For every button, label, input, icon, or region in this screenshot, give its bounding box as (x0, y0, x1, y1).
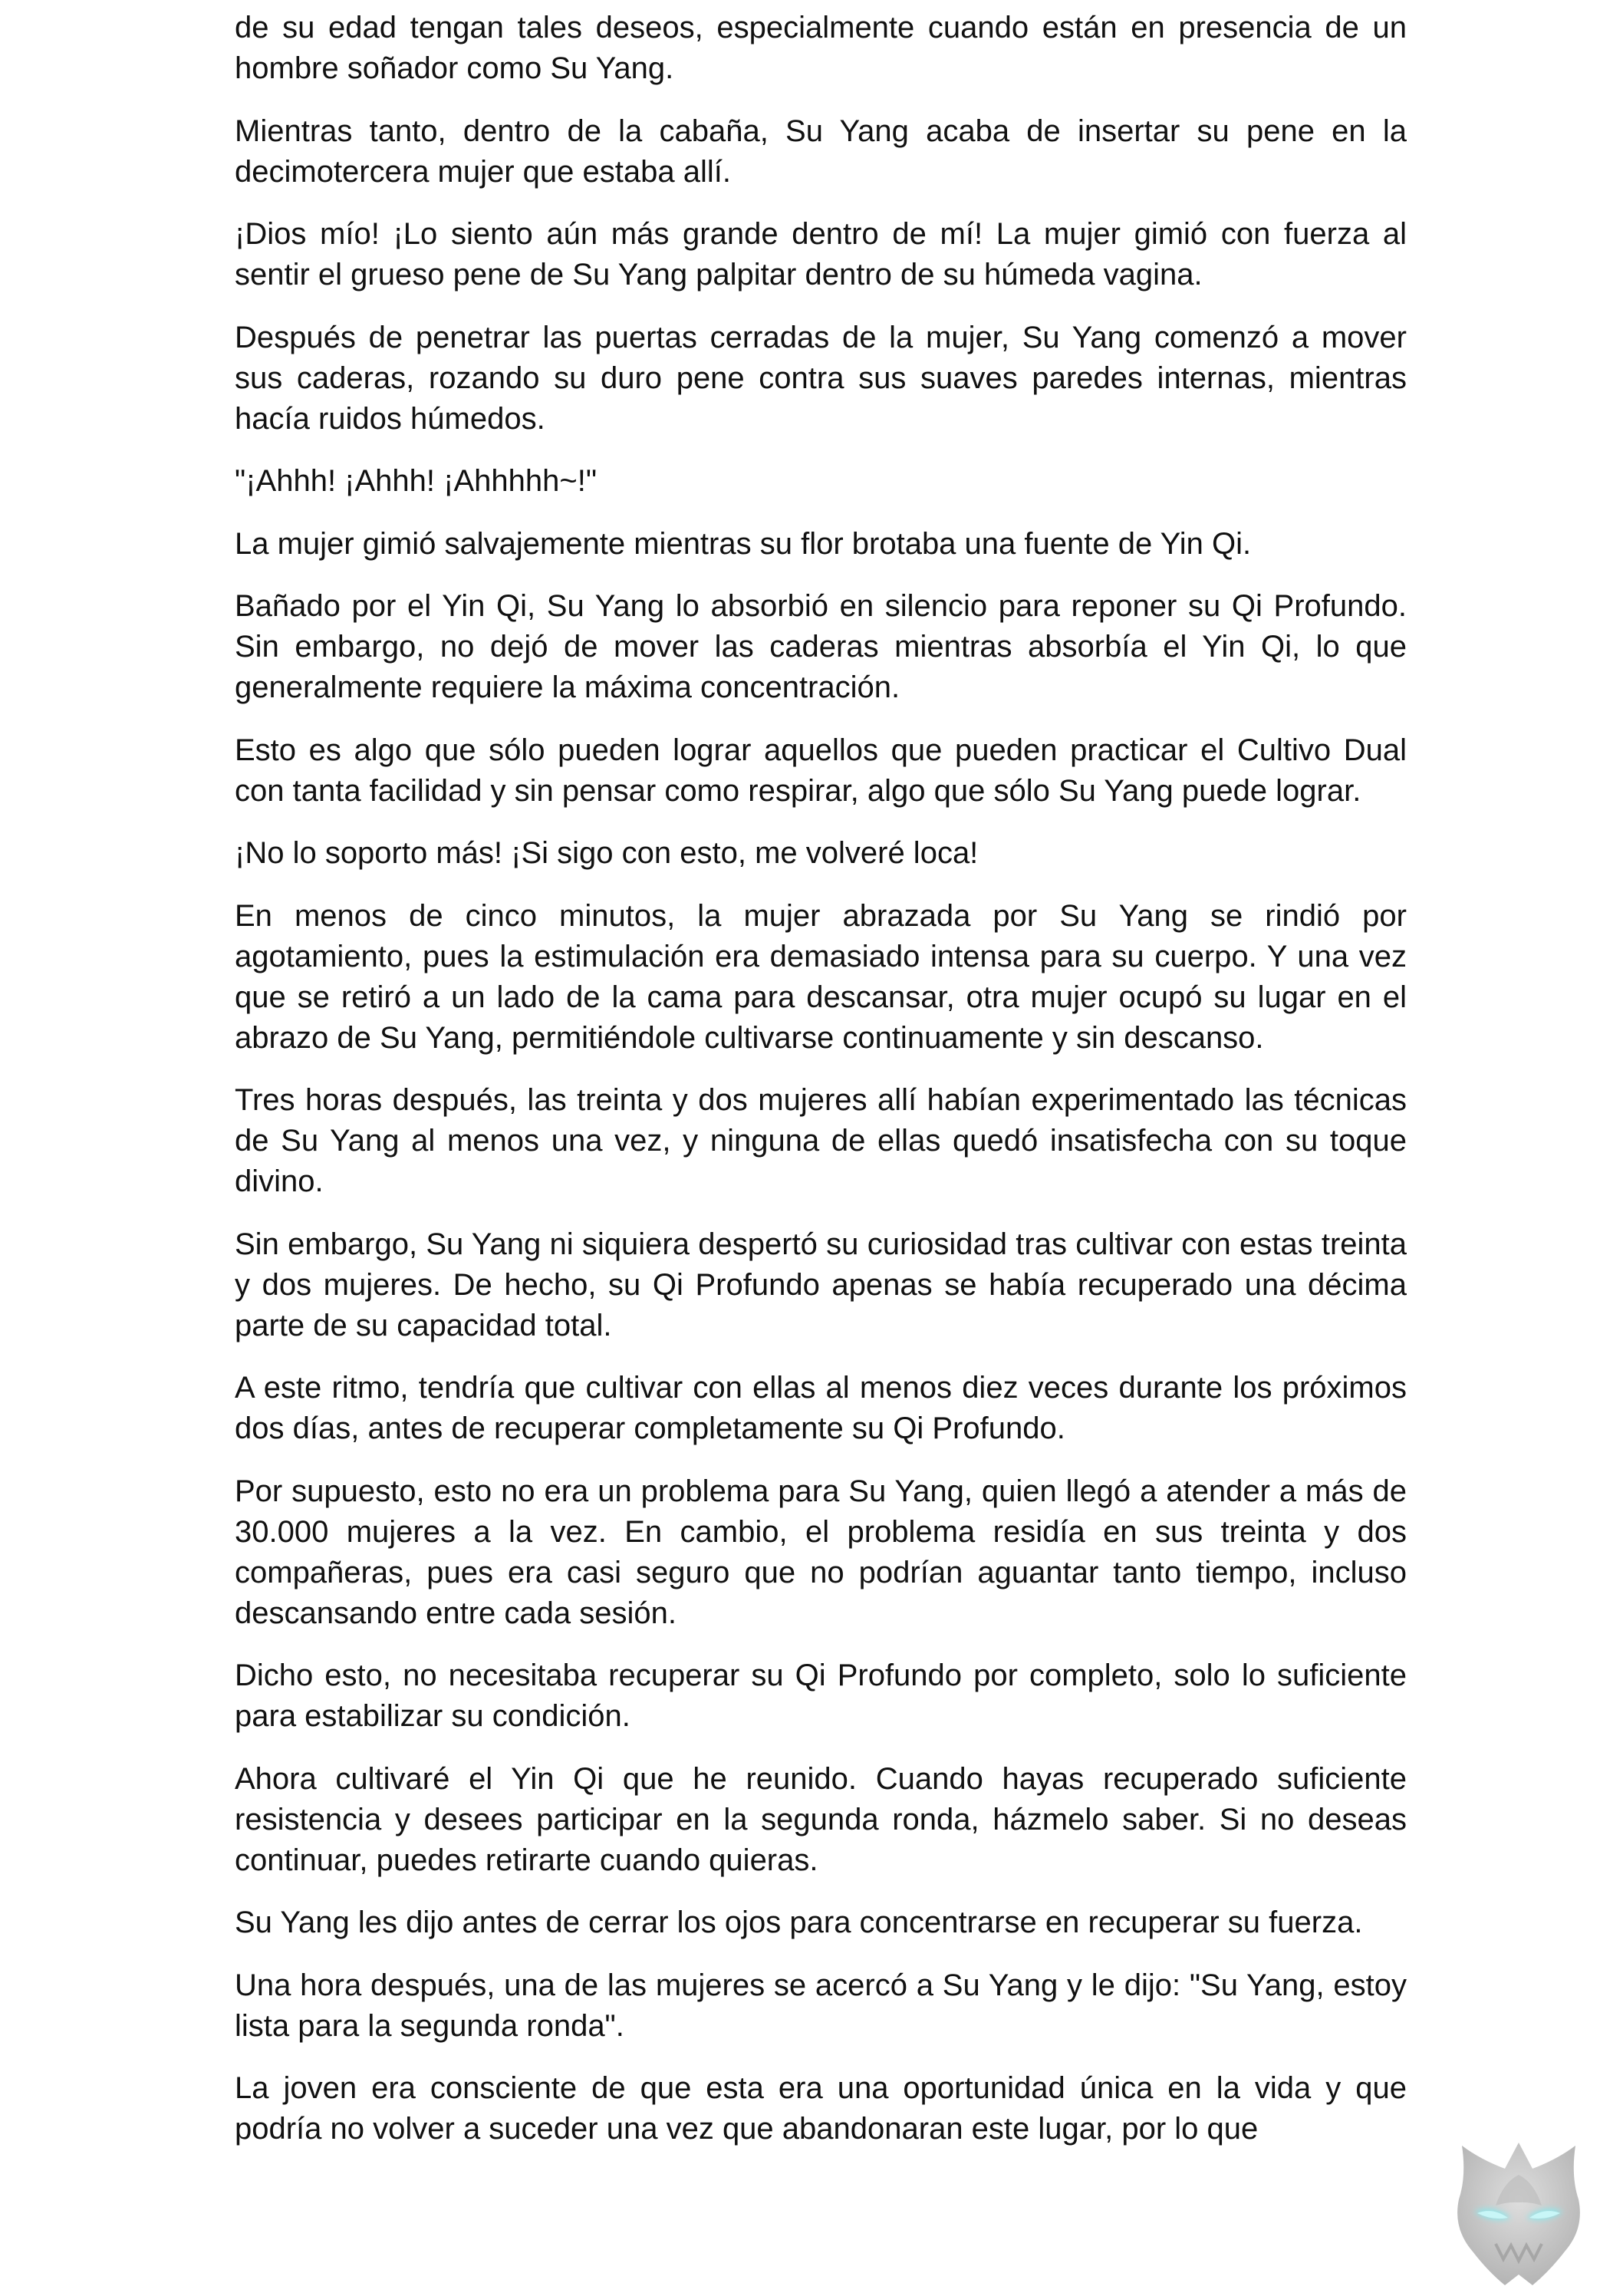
paragraph: Por supuesto, esto no era un problema para Su Yang, quien llegó a atender a más de 30.000 mujeres a la vez. En cambio, el problema residía en sus treinta y dos compañeras, pues era casi seguro que no podrían aguantar tanto tiempo, incluso descansando entre cada sesión. (235, 1474, 1407, 1630)
paragraph: ¡Dios mío! ¡Lo siento aún más grande dentro de mí! La mujer gimió con fuerza al sentir el grueso pene de Su Yang palpitar dentro de su húmeda vagina. (235, 217, 1407, 292)
paragraph: Dicho esto, no necesitaba recuperar su Qi Profundo por completo, solo lo suficiente para estabilizar su condición. (235, 1659, 1407, 1733)
paragraph: En menos de cinco minutos, la mujer abrazada por Su Yang se rindió por agotamiento, pues la estimulación era demasiado intensa para su cuerpo. Y una vez que se retiró a un lado de la cama para descansar, otra mujer ocupó su lugar en el abrazo de Su Yang, permitiéndole cultivarse continuamente y sin descanso. (235, 898, 1407, 1055)
paragraph: ¡No lo soporto más! ¡Si sigo con esto, me volveré loca! (235, 836, 979, 870)
paragraph: La mujer gimió salvajemente mientras su flor brotaba una fuente de Yin Qi. (235, 526, 1252, 561)
paragraph: Tres horas después, las treinta y dos mujeres allí habían experimentado las técnicas de Su Yang al menos una vez, y ninguna de ellas quedó insatisfecha con su toque divino. (235, 1083, 1407, 1198)
paragraph: Una hora después, una de las mujeres se acercó a Su Yang y le dijo: "Su Yang, estoy lista para la segunda ronda". (235, 1968, 1407, 2043)
paragraph: "¡Ahhh! ¡Ahhh! ¡Ahhhhh~!" (235, 464, 598, 498)
paragraph: Después de penetrar las puertas cerradas de la mujer, Su Yang comenzó a mover sus caderas, rozando su duro pene contra sus suaves paredes internas, mientras hacía ruidos húmedos. (235, 320, 1407, 436)
paragraph: de su edad tengan tales deseos, especialmente cuando están en presencia de un hombre soñador como Su Yang. (235, 11, 1407, 85)
demon-head-logo-icon (1442, 2129, 1595, 2290)
document-body (235, 8, 1407, 2172)
paragraph: Su Yang les dijo antes de cerrar los ojos para concentrarse en recuperar su fuerza. (235, 1906, 1363, 1939)
paragraph: Mientras tanto, dentro de la cabaña, Su Yang acaba de insertar su pene en la decimotercera mujer que estaba allí. (235, 114, 1407, 189)
paragraph: Esto es algo que sólo pueden lograr aquellos que pueden practicar el Cultivo Dual con tanta facilidad y sin pensar como respirar, algo que sólo Su Yang puede lograr. (235, 733, 1407, 808)
paragraph: Bañado por el Yin Qi, Su Yang lo absorbió en silencio para reponer su Qi Profundo. Sin embargo, no dejó de mover las caderas mientras absorbía el Yin Qi, lo que generalmente requiere la máxima concentración. (235, 589, 1407, 704)
paragraph: Ahora cultivaré el Yin Qi que he reunido. Cuando hayas recuperado suficiente resistencia y desees participar en la segunda ronda, házmelo saber. Si no deseas continuar, puedes retirarte cuando quieras. (235, 1761, 1407, 1877)
paragraph: Sin embargo, Su Yang ni siquiera despertó su curiosidad tras cultivar con estas treinta y dos mujeres. De hecho, su Qi Profundo apenas se había recuperado una décima parte de su capacidad total. (235, 1227, 1407, 1342)
paragraph: La joven era consciente de que esta era una oportunidad única en la vida y que podría no volver a suceder una vez que abandonaran este lugar, por lo que (235, 2071, 1407, 2146)
paragraph: A este ritmo, tendría que cultivar con ellas al menos diez veces durante los próximos dos días, antes de recuperar completamente su Qi Profundo. (235, 1371, 1407, 1445)
